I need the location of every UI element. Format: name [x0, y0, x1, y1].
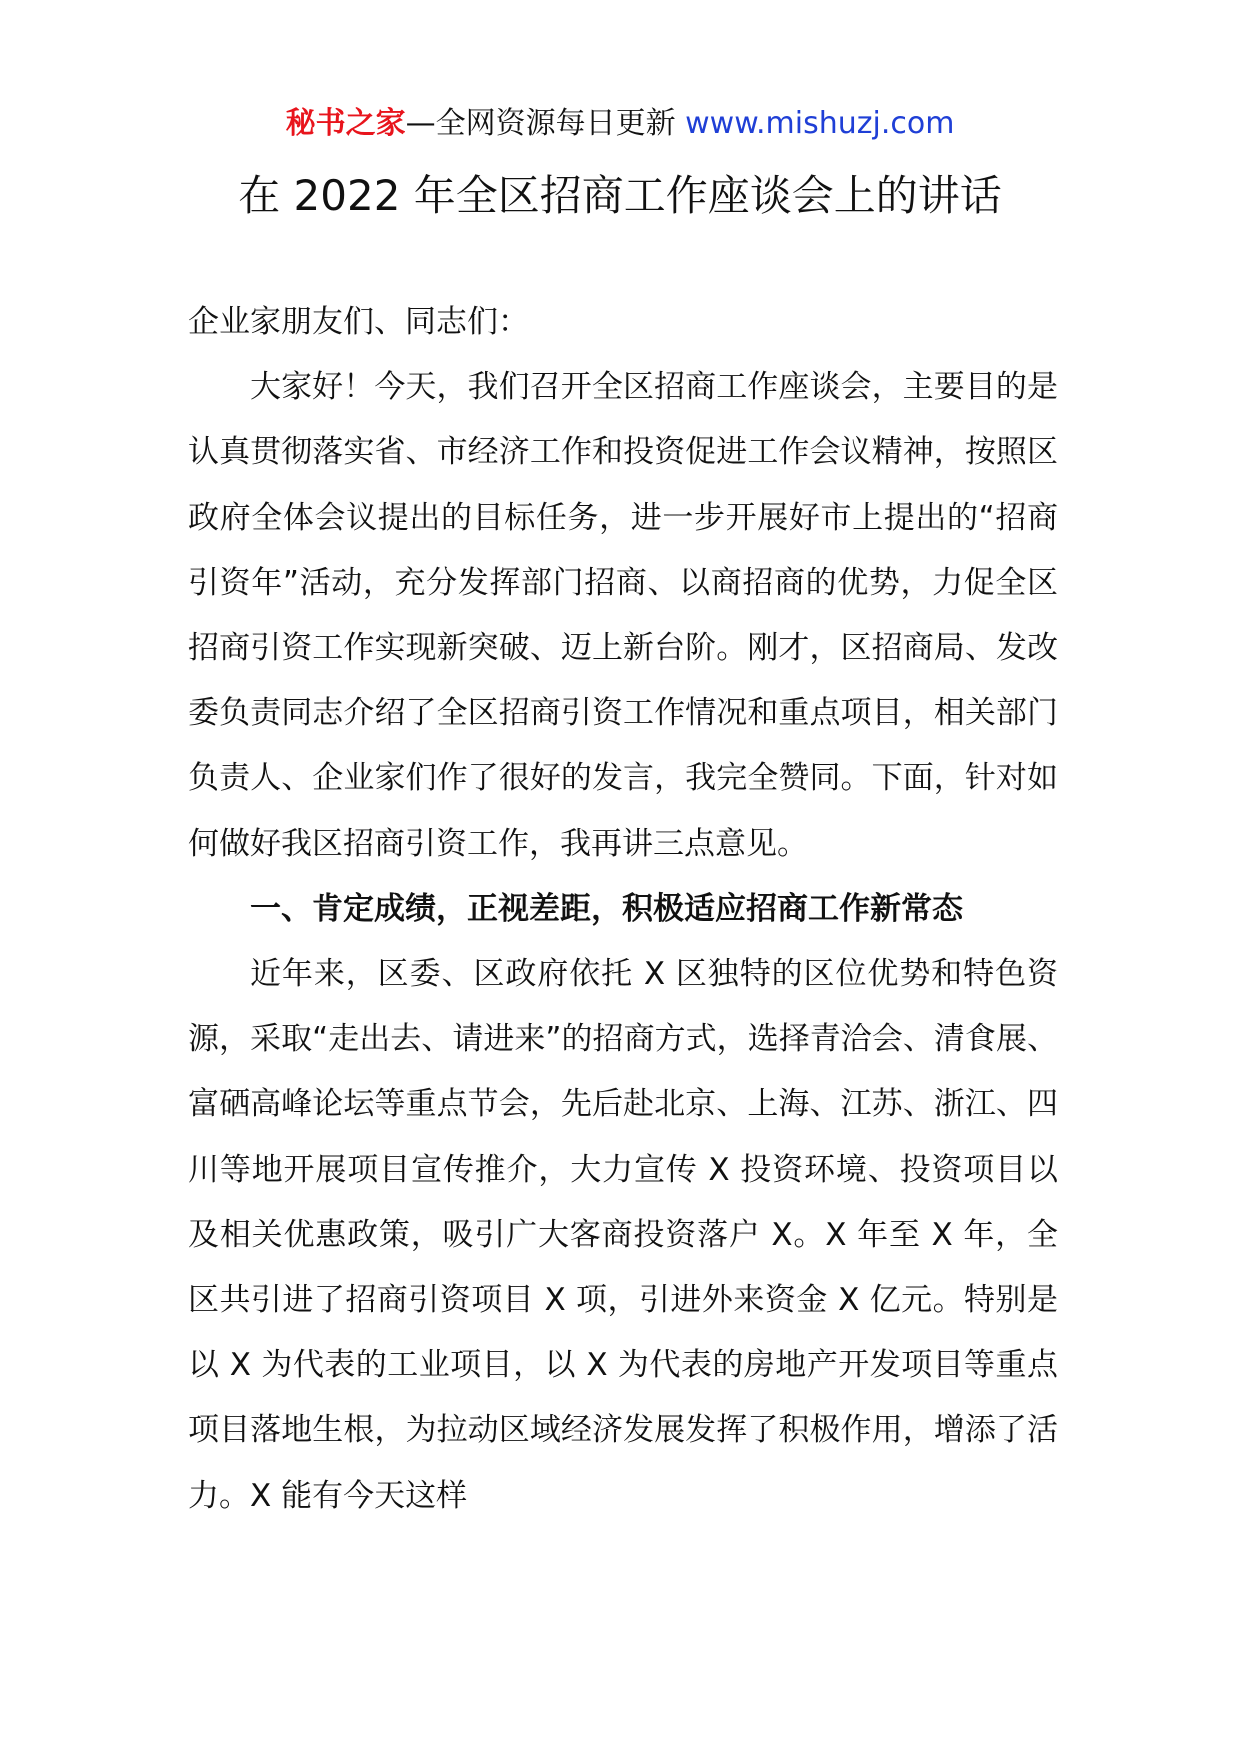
document-title: 在 2022 年全区招商工作座谈会上的讲话: [238, 171, 1002, 220]
salutation: 企业家朋友们、同志们：: [188, 304, 529, 340]
site-tagline: —全网资源每日更新: [405, 106, 676, 141]
document-body: [188, 290, 1058, 1529]
section-heading: 一、肯定成绩，正视差距，积极适应招商工作新常态: [250, 890, 963, 927]
paragraph: 大家好！今天，我们召开全区招商工作座谈会，主要目的是认真贯彻落实省、市经济工作和投资促进工作会议精神，按照区政府全体会议提出的目标任务，进一步开展好市上提出的“招商引资年”活动，充分发挥部门招商、以商招商的优势，力促全区招商引资工作实现新突破、迈上新台阶。刚才，区招商局、发改委负责同志介绍了全区招商引资工作情况和重点项目，相关部门负责人、企业家们作了很好的发言，我完全赞同。下面，针对如何做好我区招商引资工作，我再讲三点意见。: [188, 369, 1058, 862]
site-brand: 秘书之家: [285, 106, 406, 141]
site-header: [0, 104, 1240, 144]
site-url-link[interactable]: www.mishuzj.com: [685, 106, 955, 141]
paragraph: 近年来，区委、区政府依托 X 区独特的区位优势和特色资源，采取“走出去、请进来”的招商方式，选择青洽会、清食展、富硒高峰论坛等重点节会，先后赴北京、上海、江苏、浙江、四川等地开展项目宣传推介，大力宣传 X 投资环境、投资项目以及相关优惠政策，吸引广大客商投资落户 X。X 年至 X 年，全区共引进了招商引资项目 X 项，引进外来资金 X 亿元。特别是以 X 为代表的工业项目，以 X 为代表的房地产开发项目等重点项目落地生根，为拉动区域经济发展发挥了积极作用，增添了活力。X 能有今天这样: [188, 956, 1058, 1514]
